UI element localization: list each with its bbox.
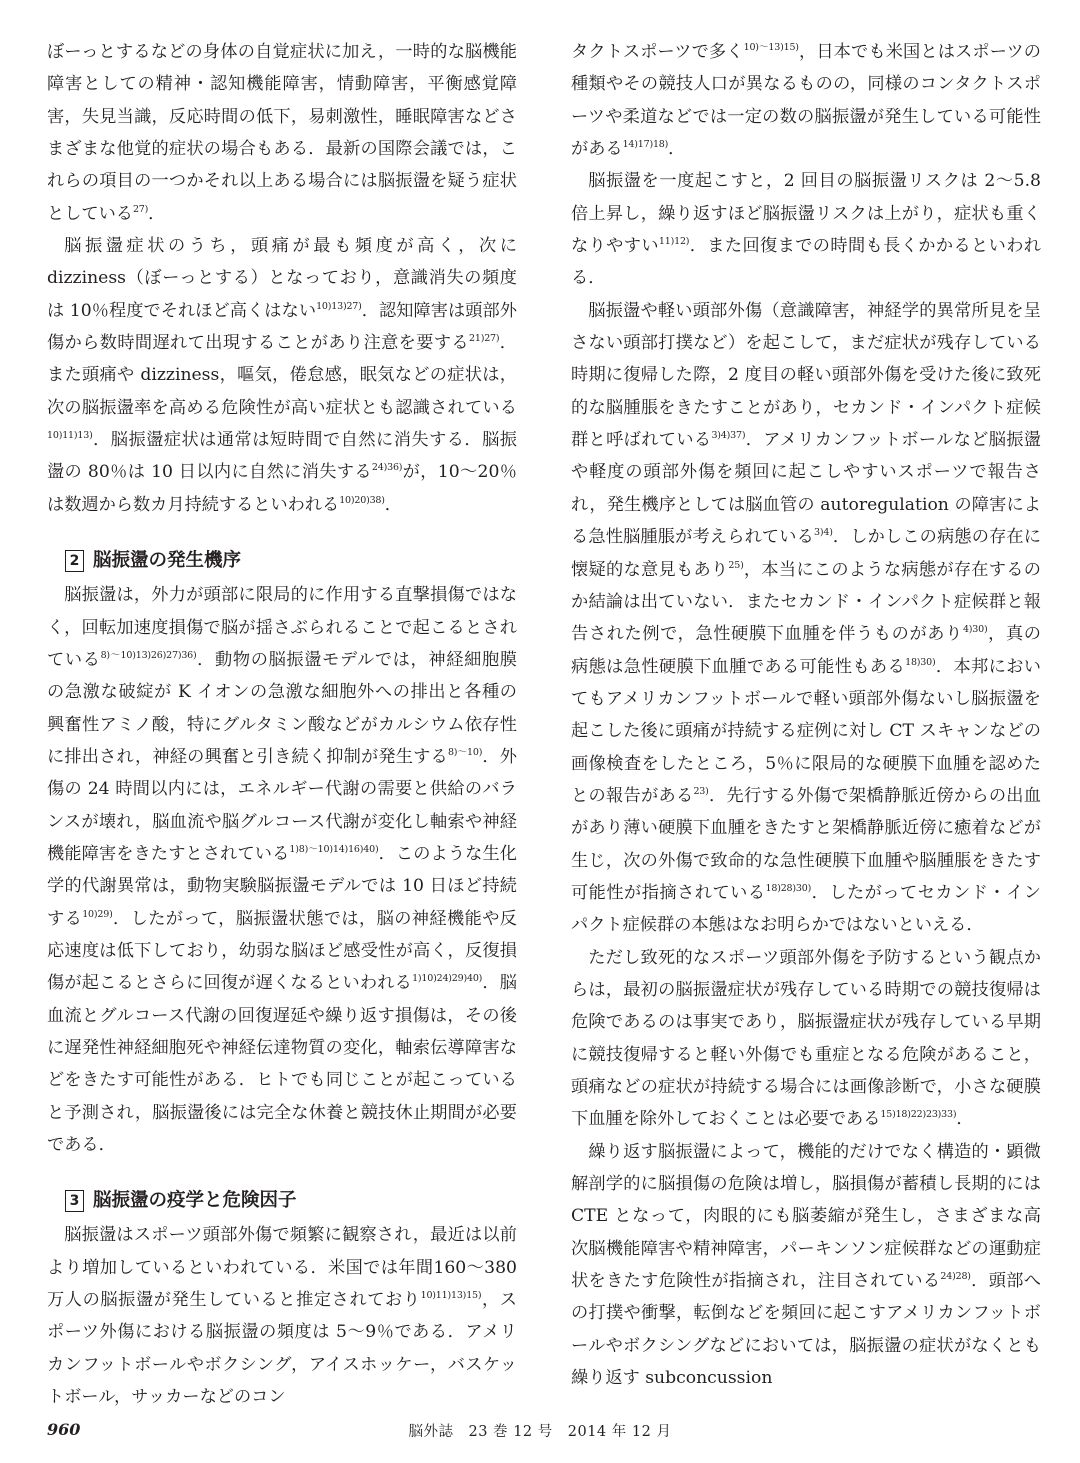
text-run: ．認知障害は頭部外傷から数時間遅れて出現することがあり注意を要する	[47, 300, 517, 354]
citation-ref: 10)29)	[82, 908, 113, 920]
citation-ref: 10)20)38)	[339, 494, 385, 506]
text-run: ．アメリカンフットボールなど脳振盪や軽度の頭部外傷を頻回に起こしやすいスポーツで報告され，発生機序としては脳血管の autoregulation の障害による急性脳腫脹が考えられている	[571, 430, 1041, 548]
paragraph	[47, 230, 517, 521]
citation-ref: 4)30)	[962, 624, 988, 636]
text-run: ．しかしこの病態の存在に懐疑的な意見もあり	[571, 527, 1041, 580]
citation-ref: 24)28)	[940, 1271, 971, 1283]
text-run: ．動物の脳振盪モデルでは，神経細胞膜の急激な破綻が K イオンの急激な細胞外への排出と各種の興奮性アミノ酸，特にグルタミン酸などがカルシウム依存性に排出され，神経の興奮と引き続く抑制が発生する	[47, 649, 517, 767]
citation-ref: 3)4)	[814, 527, 833, 539]
text-run: ．	[148, 203, 166, 224]
citation-ref: 8)〜10)13)26)27)36)	[100, 649, 197, 661]
citation-ref: 10)〜13)15)	[743, 42, 799, 53]
citation-ref: 18)28)30)	[765, 882, 812, 894]
section-number: 3	[65, 1190, 84, 1212]
text-run: ．	[384, 494, 402, 515]
paragraph	[571, 1136, 1041, 1395]
text-run: ．脳血流とグルコース代謝の回復遅延や繰り返す損傷は，その後に遅発性神経細胞死や神経伝達物質の変化，軸索伝導障害などをきたす可能性がある．ヒトでも同じことが起こっていると予測され，脳振盪後には完全な休養と競技休止期間が必要である．	[47, 973, 517, 1155]
citation-ref: 10)11)13)15)	[420, 1290, 482, 1302]
citation-ref: 14)17)18)	[622, 139, 669, 151]
text-run: ，日本でも米国とはスポーツの種類やその競技人口が異なるものの，同様のコンタクトスポーツや柔道などでは一定の数の脳振盪が発生している可能性がある	[571, 42, 1041, 160]
text-run: ，本当にこのような病態が存在するのか結論は出ていない．またセカンド・インパクト症候群と報告された例で，急性硬膜下血腫を伴うものがあり	[571, 559, 1041, 645]
text-run: 脳振盪症状のうち，頭痛が最も頻度が高く，次に dizziness（ぼーっとする）となっており，意識消失の頻度は 10％程度でそれほど高くはない	[47, 236, 517, 321]
text-run: ．また回復までの時間も長くかかるといわれる．	[571, 236, 1041, 289]
citation-ref: 1)10)24)29)40)	[412, 973, 483, 985]
paragraph	[47, 36, 517, 230]
page-number: 960	[47, 1420, 81, 1439]
section-heading	[47, 543, 517, 579]
text-run: ，スポーツ外傷における脳振盪の頻度は 5〜9％である．アメリカンフットボールやボクシング，アイスホッケー，バスケットボール，サッカーなどのコン	[47, 1290, 517, 1408]
text-run: ．	[668, 139, 686, 160]
journal-citation: 脳外誌 23 巻 12 号 2014 年 12 月	[408, 1424, 672, 1440]
text-run: ．したがって，脳振盪状態では，脳の神経機能や反応速度は低下しており，幼弱な脳ほど感受性が高く，反復損傷が起こるとさらに回復が遅くなるといわれる	[47, 908, 517, 994]
text-run: 脳振盪は，外力が頭部に限局的に作用する直撃損傷ではなく，回転加速度損傷で脳が揺さぶられることで起こるとされている	[47, 585, 517, 670]
text-run: 繰り返す脳振盪によって，機能的だけでなく構造的・顕微解剖学的に脳損傷の危険は増し，脳損傷が蓄積し長期的には CTE となって，肉眼的にも脳萎縮が発生し，さまざまな高次脳機能障害や精神障害，パーキンソン症候群などの運動症状をきたす危険性が指摘され，注目されている	[571, 1141, 1041, 1292]
paragraph	[47, 579, 517, 1161]
citation-ref: 24)36)	[371, 462, 403, 474]
citation-ref: 15)18)22)23)33)	[880, 1109, 957, 1121]
paragraph	[571, 942, 1041, 1136]
citation-ref: 1)8)〜10)14)16)40)	[289, 843, 379, 855]
section-title: 脳振盪の発生機序	[93, 549, 242, 571]
text-run: ．このような生化学的代謝異常は，動物実験脳振盪モデルでは 10 日ほど持続する	[47, 843, 517, 929]
text-run: ．頭部への打撲や衝撃，転倒などを頻回に起こすアメリカンフットボールやボクシングなどにおいては，脳振盪の症状がなくとも繰り返す subconcussion	[571, 1271, 1041, 1389]
section-number: 2	[65, 550, 84, 572]
text-run: ．	[956, 1109, 974, 1130]
text-run: ただし致死的なスポーツ頭部外傷を予防するという観点からは，最初の脳振盪症状が残存している時期での競技復帰は危険であるのは事実であり，脳振盪症状が残存している早期に競技復帰すると軽い外傷でも重症となる危険があること，頭痛などの症状が持続する場合には画像診断で，小さな硬膜下血腫を除外しておくことは必要である	[571, 947, 1041, 1130]
citation-ref: 25)	[728, 559, 744, 571]
citation-ref: 10)11)13)	[47, 430, 93, 442]
text-run: タクトスポーツで多く	[571, 42, 744, 62]
left-column	[47, 36, 517, 1413]
citation-ref: 27)	[132, 203, 149, 215]
text-run: ぼーっとするなどの身体の自覚症状に加え，一時的な脳機能障害としての精神・認知機能障害，情動障害，平衡感覚障害，失見当識，反応時間の低下，易刺激性，睡眠障害などさまざまな他覚的症状の場合もある．最新の国際会議では，これらの項目の一つかそれ以上ある場合には脳振盪を疑う症状としている	[47, 42, 517, 224]
text-run: 脳振盪を一度起こすと，2 回目の脳振盪リスクは 2〜5.8 倍上昇し，繰り返すほど脳振盪リスクは上がり，症状も重くなりやすい	[571, 171, 1041, 257]
section-title: 脳振盪の疫学と危険因子	[93, 1190, 297, 1212]
text-run: 脳振盪や軽い頭部外傷（意識障害，神経学的異常所見を呈さない頭部打撲など）を起こして，まだ症状が残存している時期に復帰した際，2 度目の軽い頭部外傷を受けた後に致死的な脳腫脹をきたすことがあり，セカンド・インパクト症候群と呼ばれている	[571, 300, 1041, 451]
paragraph	[47, 1219, 517, 1413]
text-run: が，10〜20％は数週から数カ月持続するといわれる	[47, 462, 517, 515]
citation-ref: 21)27)	[469, 333, 500, 345]
section-heading	[47, 1183, 517, 1219]
citation-ref: 10)13)27)	[316, 300, 362, 312]
right-column	[571, 36, 1041, 1394]
text-run: ．脳振盪症状は通常は短時間で自然に消失する．脳振盪の 80％は 10 日以内に自然に消失する	[47, 430, 517, 483]
citation-ref: 3)4)37)	[711, 430, 746, 442]
text-run: ．外傷の 24 時間以内には，エネルギー代謝の需要と供給のバランスが壊れ，脳血流や脳グルコース代謝が変化し軸索や神経機能障害をきたすとされている	[47, 746, 517, 864]
paragraph	[571, 36, 1041, 165]
paragraph	[571, 295, 1041, 942]
citation-ref: 8)〜10)	[447, 746, 483, 758]
text-run: 脳振盪はスポーツ頭部外傷で頻繁に観察され，最近は以前より増加しているといわれている．米国では年間160〜380 万人の脳振盪が発生していると推定されており	[47, 1225, 517, 1311]
citation-ref: 18)30)	[905, 656, 936, 668]
text-run: ，真の病態は急性硬膜下血腫である可能性もある	[571, 624, 1041, 677]
paragraph	[571, 165, 1041, 294]
citation-ref: 23)	[693, 785, 709, 797]
citation-ref: 11)12)	[658, 236, 690, 248]
text-run: ．したがってセカンド・インパクト症候群の本態はなお明らかではないといえる．	[571, 882, 1041, 936]
page-footer	[0, 1420, 1080, 1448]
text-run: ．本邦においてもアメリカンフットボールで軽い頭部外傷ないし脳振盪を起こした後に頭痛が持続する症例に対し CT スキャンなどの画像検査をしたところ，5％に限局的な硬膜下血腫を認めたとの報告がある	[571, 656, 1041, 806]
text-run: ．また頭痛や dizziness，嘔気，倦怠感，眠気などの症状は，次の脳振盪率を高める危険性が高い症状とも認識されている	[47, 333, 517, 418]
text-run: ．先行する外傷で架橋静脈近傍からの出血があり薄い硬膜下血腫をきたすと架橋静脈近傍に癒着などが生じ，次の外傷で致命的な急性硬膜下血腫や脳腫脹をきたす可能性が指摘されている	[571, 785, 1041, 903]
